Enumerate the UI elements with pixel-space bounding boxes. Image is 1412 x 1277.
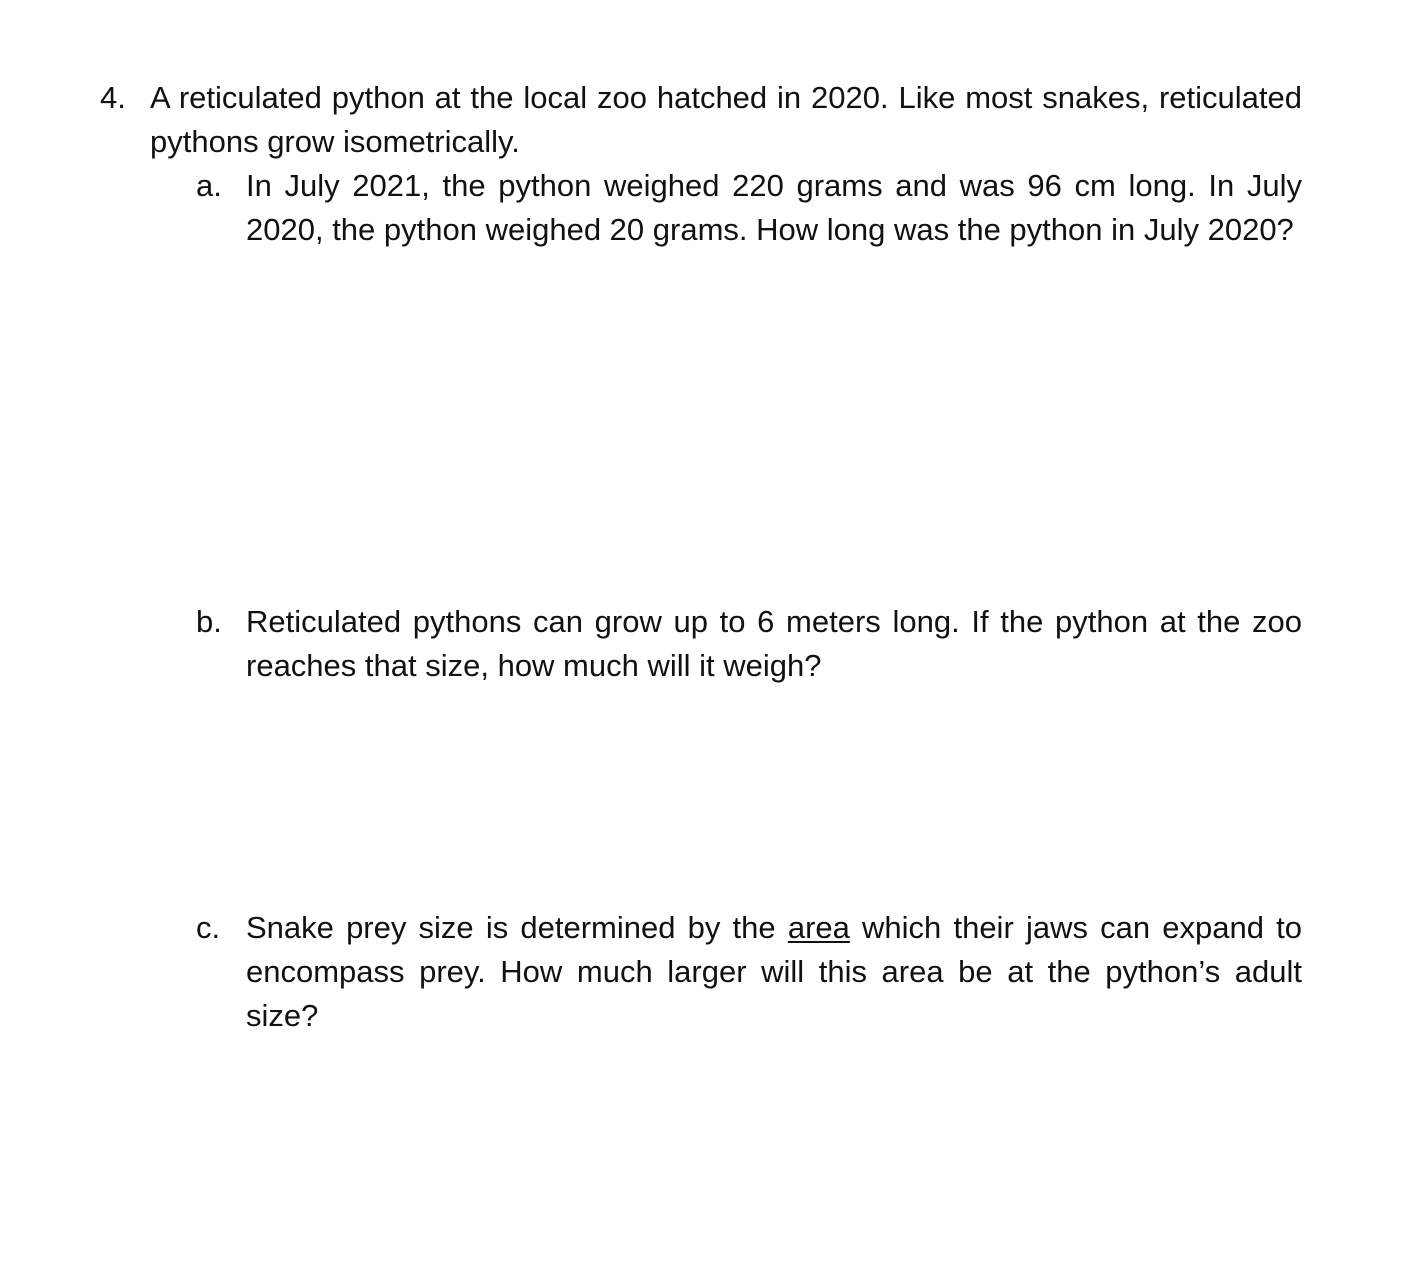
part-b <box>196 600 1302 688</box>
part-b-text: Reticulated pythons can grow up to 6 meters long. If the python at the zoo reaches that size, how much will it weigh? <box>246 604 1302 683</box>
part-c-text <box>246 906 1302 1038</box>
part-c <box>196 906 1302 1038</box>
part-c-letter: c. <box>196 910 221 945</box>
part-a-text: In July 2021, the python weighed 220 grams and was 96 cm long. In July 2020, the python weighed 20 grams. How long was the python in July 2020? <box>246 168 1302 247</box>
part-c-text-before: Snake prey size is determined by the <box>246 910 788 945</box>
question-number: 4. <box>100 80 126 115</box>
question-4 <box>100 76 1302 1033</box>
part-a-letter: a. <box>196 168 222 203</box>
part-c-underlined-word: area <box>787 910 850 945</box>
part-b-letter: b. <box>196 604 222 639</box>
part-a <box>196 164 1302 252</box>
question-stem: A reticulated python at the local zoo hatched in 2020. Like most snakes, reticulated pythons grow isometrically. <box>150 80 1302 159</box>
part-c-text-after: which their jaws can expand to encompass prey. How much larger will this area be at the python’s adult size? <box>246 910 1302 1033</box>
